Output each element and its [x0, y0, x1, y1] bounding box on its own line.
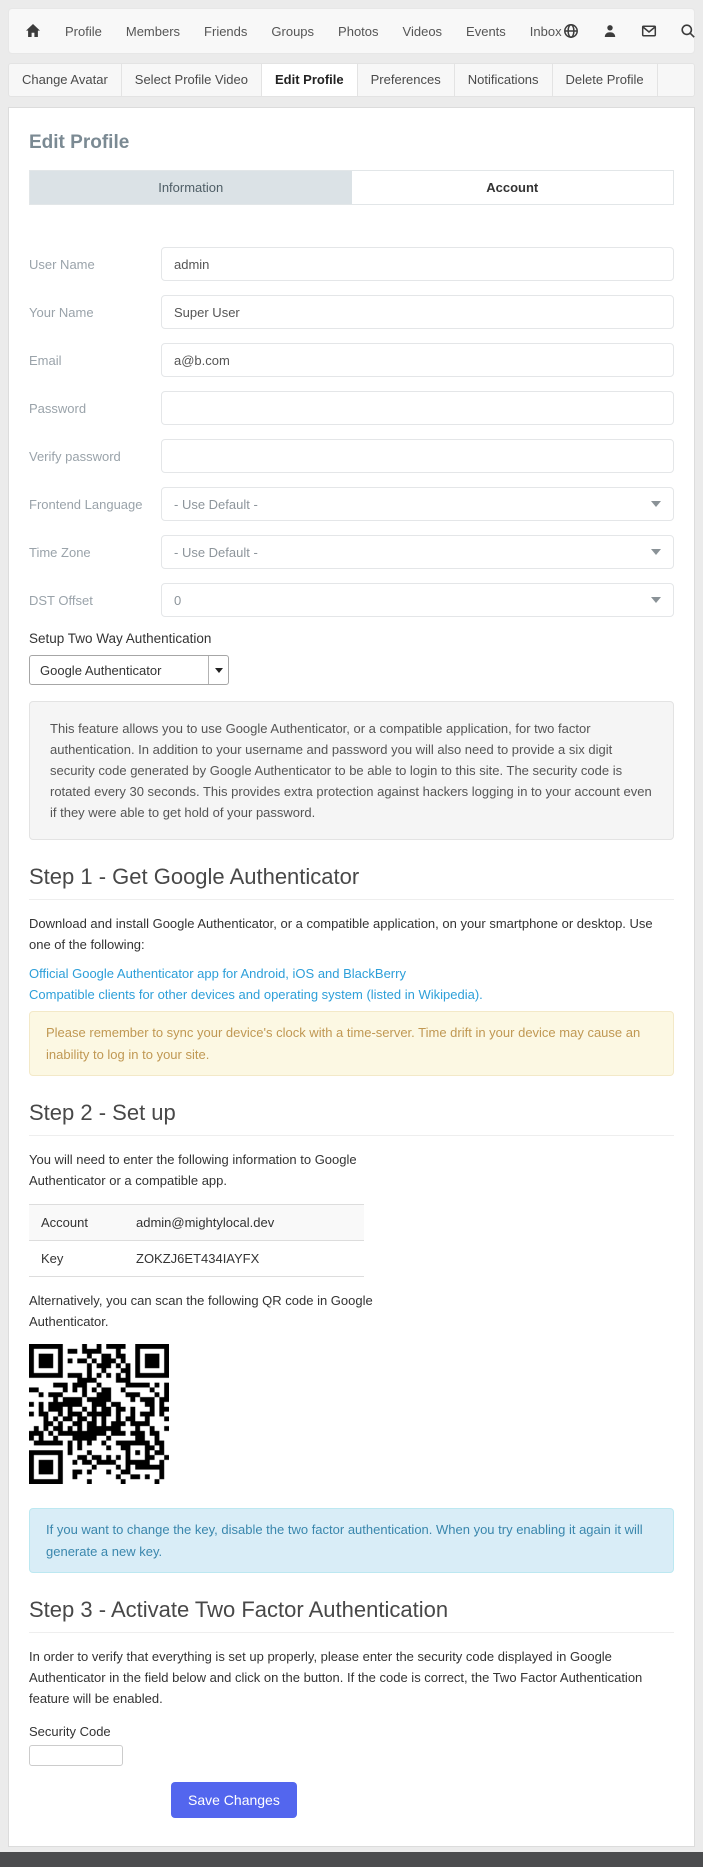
two-way-auth-section — [29, 631, 674, 685]
frontend-language-label: Frontend Language — [29, 496, 143, 512]
google-authenticator-app-link[interactable]: Official Google Authenticator app for Android, iOS and BlackBerry — [29, 965, 406, 981]
top-navbar — [8, 8, 695, 54]
two-way-auth-select[interactable] — [29, 655, 229, 685]
profile-subnav — [8, 63, 695, 97]
form-row-dst-offset — [29, 583, 674, 617]
verify-password-label: Verify password — [29, 448, 121, 464]
time-zone-label: Time Zone — [29, 544, 91, 560]
user-name-label: User Name — [29, 256, 95, 272]
edit-profile-card — [8, 107, 695, 1847]
table-row-key — [29, 1240, 364, 1276]
tab-information[interactable]: Information — [30, 171, 352, 204]
user-icon[interactable] — [601, 22, 619, 40]
select-dropdown-button[interactable] — [208, 656, 228, 684]
search-icon[interactable] — [679, 22, 697, 40]
dst-offset-select[interactable] — [161, 583, 674, 617]
nav-friends[interactable]: Friends — [204, 23, 248, 39]
step3-heading: Step 3 - Activate Two Factor Authentication — [29, 1597, 674, 1633]
password-input[interactable] — [161, 391, 674, 425]
mail-icon[interactable] — [640, 22, 658, 40]
dst-offset-label: DST Offset — [29, 592, 93, 608]
your-name-input[interactable] — [161, 295, 674, 329]
frontend-language-select[interactable] — [161, 487, 674, 521]
feature-description: This feature allows you to use Google Authenticator, or a compatible application, for two factor authentication. In addition to your username and password you will also need to provide a six digit security code generated by Google Authenticator to be able to login to this site. The security code is rotated every 30 seconds. This provides extra protection against hackers logging in to your account even if they were able to get hold of your password. — [29, 701, 674, 840]
nav-events[interactable]: Events — [466, 23, 506, 39]
form-row-user-name — [29, 247, 674, 281]
frontend-language-value: - Use Default - — [174, 496, 258, 512]
nav-photos[interactable]: Photos — [338, 23, 379, 39]
chevron-down-icon — [651, 549, 661, 555]
email-input[interactable] — [161, 343, 674, 377]
time-zone-select[interactable] — [161, 535, 674, 569]
globe-icon[interactable] — [562, 22, 580, 40]
two-way-auth-label: Setup Two Way Authentication — [29, 631, 212, 646]
tab-account[interactable]: Account — [352, 171, 674, 204]
subnav-select-profile-video[interactable]: Select Profile Video — [122, 64, 262, 96]
chevron-down-icon — [651, 501, 661, 507]
security-code-label: Security Code — [29, 1723, 111, 1739]
step2-heading: Step 2 - Set up — [29, 1100, 674, 1136]
email-label: Email — [29, 352, 62, 368]
two-way-auth-selected: Google Authenticator — [40, 662, 162, 678]
subnav-preferences[interactable]: Preferences — [358, 64, 455, 96]
dst-offset-value: 0 — [174, 592, 182, 608]
chevron-down-icon — [215, 668, 223, 673]
subnav-edit-profile[interactable]: Edit Profile — [262, 64, 358, 96]
nav-groups[interactable]: Groups — [271, 23, 315, 39]
subnav-change-avatar[interactable]: Change Avatar — [9, 64, 122, 96]
compatible-clients-link[interactable]: Compatible clients for other devices and operating system (listed in Wikipedia). — [29, 986, 483, 1002]
account-tabs — [29, 170, 674, 205]
step1-links — [29, 964, 674, 1006]
chevron-down-icon — [651, 597, 661, 603]
security-code-input[interactable] — [29, 1745, 123, 1766]
nav-videos[interactable]: Videos — [402, 23, 443, 39]
home-icon[interactable] — [25, 22, 41, 40]
footer-bar — [0, 1852, 703, 1867]
qr-code — [29, 1344, 169, 1484]
save-changes-button[interactable]: Save Changes — [171, 1782, 297, 1818]
key-label: Key — [29, 1240, 124, 1276]
form-row-verify-password — [29, 439, 674, 473]
page-title: Edit Profile — [29, 132, 130, 153]
verify-password-input[interactable] — [161, 439, 674, 473]
step3-intro: In order to verify that everything is set up properly, please enter the security code displayed in Google Authenticator in the field below and click on the button. If the code is correct, the Two Factor Authentication feature will be enabled. — [29, 1649, 643, 1706]
step1-intro: Download and install Google Authenticator, or a compatible application, on your smartphone or desktop. Use one of the following: — [29, 916, 653, 953]
nav-profile[interactable]: Profile — [65, 23, 102, 39]
account-value: admin@mightylocal.dev — [124, 1204, 364, 1240]
form-row-email — [29, 343, 674, 377]
account-label: Account — [29, 1204, 124, 1240]
form-row-your-name — [29, 295, 674, 329]
nav-members[interactable]: Members — [125, 23, 181, 39]
qr-instruction: Alternatively, you can scan the following QR code in Google Authenticator. — [29, 1292, 373, 1329]
auth-info-table — [29, 1204, 364, 1277]
form-row-time-zone — [29, 535, 674, 569]
nav-inbox[interactable]: Inbox — [529, 23, 562, 39]
your-name-label: Your Name — [29, 304, 94, 320]
time-zone-value: - Use Default - — [174, 544, 258, 560]
table-row-account — [29, 1204, 364, 1240]
key-value: ZOKZJ6ET434IAYFX — [124, 1240, 364, 1276]
form-row-password — [29, 391, 674, 425]
key-change-note: If you want to change the key, disable the two factor authentication. When you try enabling it again it will generate a new key. — [29, 1508, 674, 1573]
navbar-icon-group — [562, 22, 703, 40]
subnav-delete-profile[interactable]: Delete Profile — [553, 64, 658, 96]
user-name-input[interactable] — [161, 247, 674, 281]
password-label: Password — [29, 400, 87, 416]
clock-sync-warning: Please remember to sync your device's clock with a time-server. Time drift in your device may cause an inability to log in to your site. — [29, 1011, 674, 1076]
step2-intro: You will need to enter the following information to Google Authenticator or a compatible app. — [29, 1152, 357, 1189]
form-row-frontend-language — [29, 487, 674, 521]
subnav-notifications[interactable]: Notifications — [455, 64, 553, 96]
step1-heading: Step 1 - Get Google Authenticator — [29, 864, 674, 900]
